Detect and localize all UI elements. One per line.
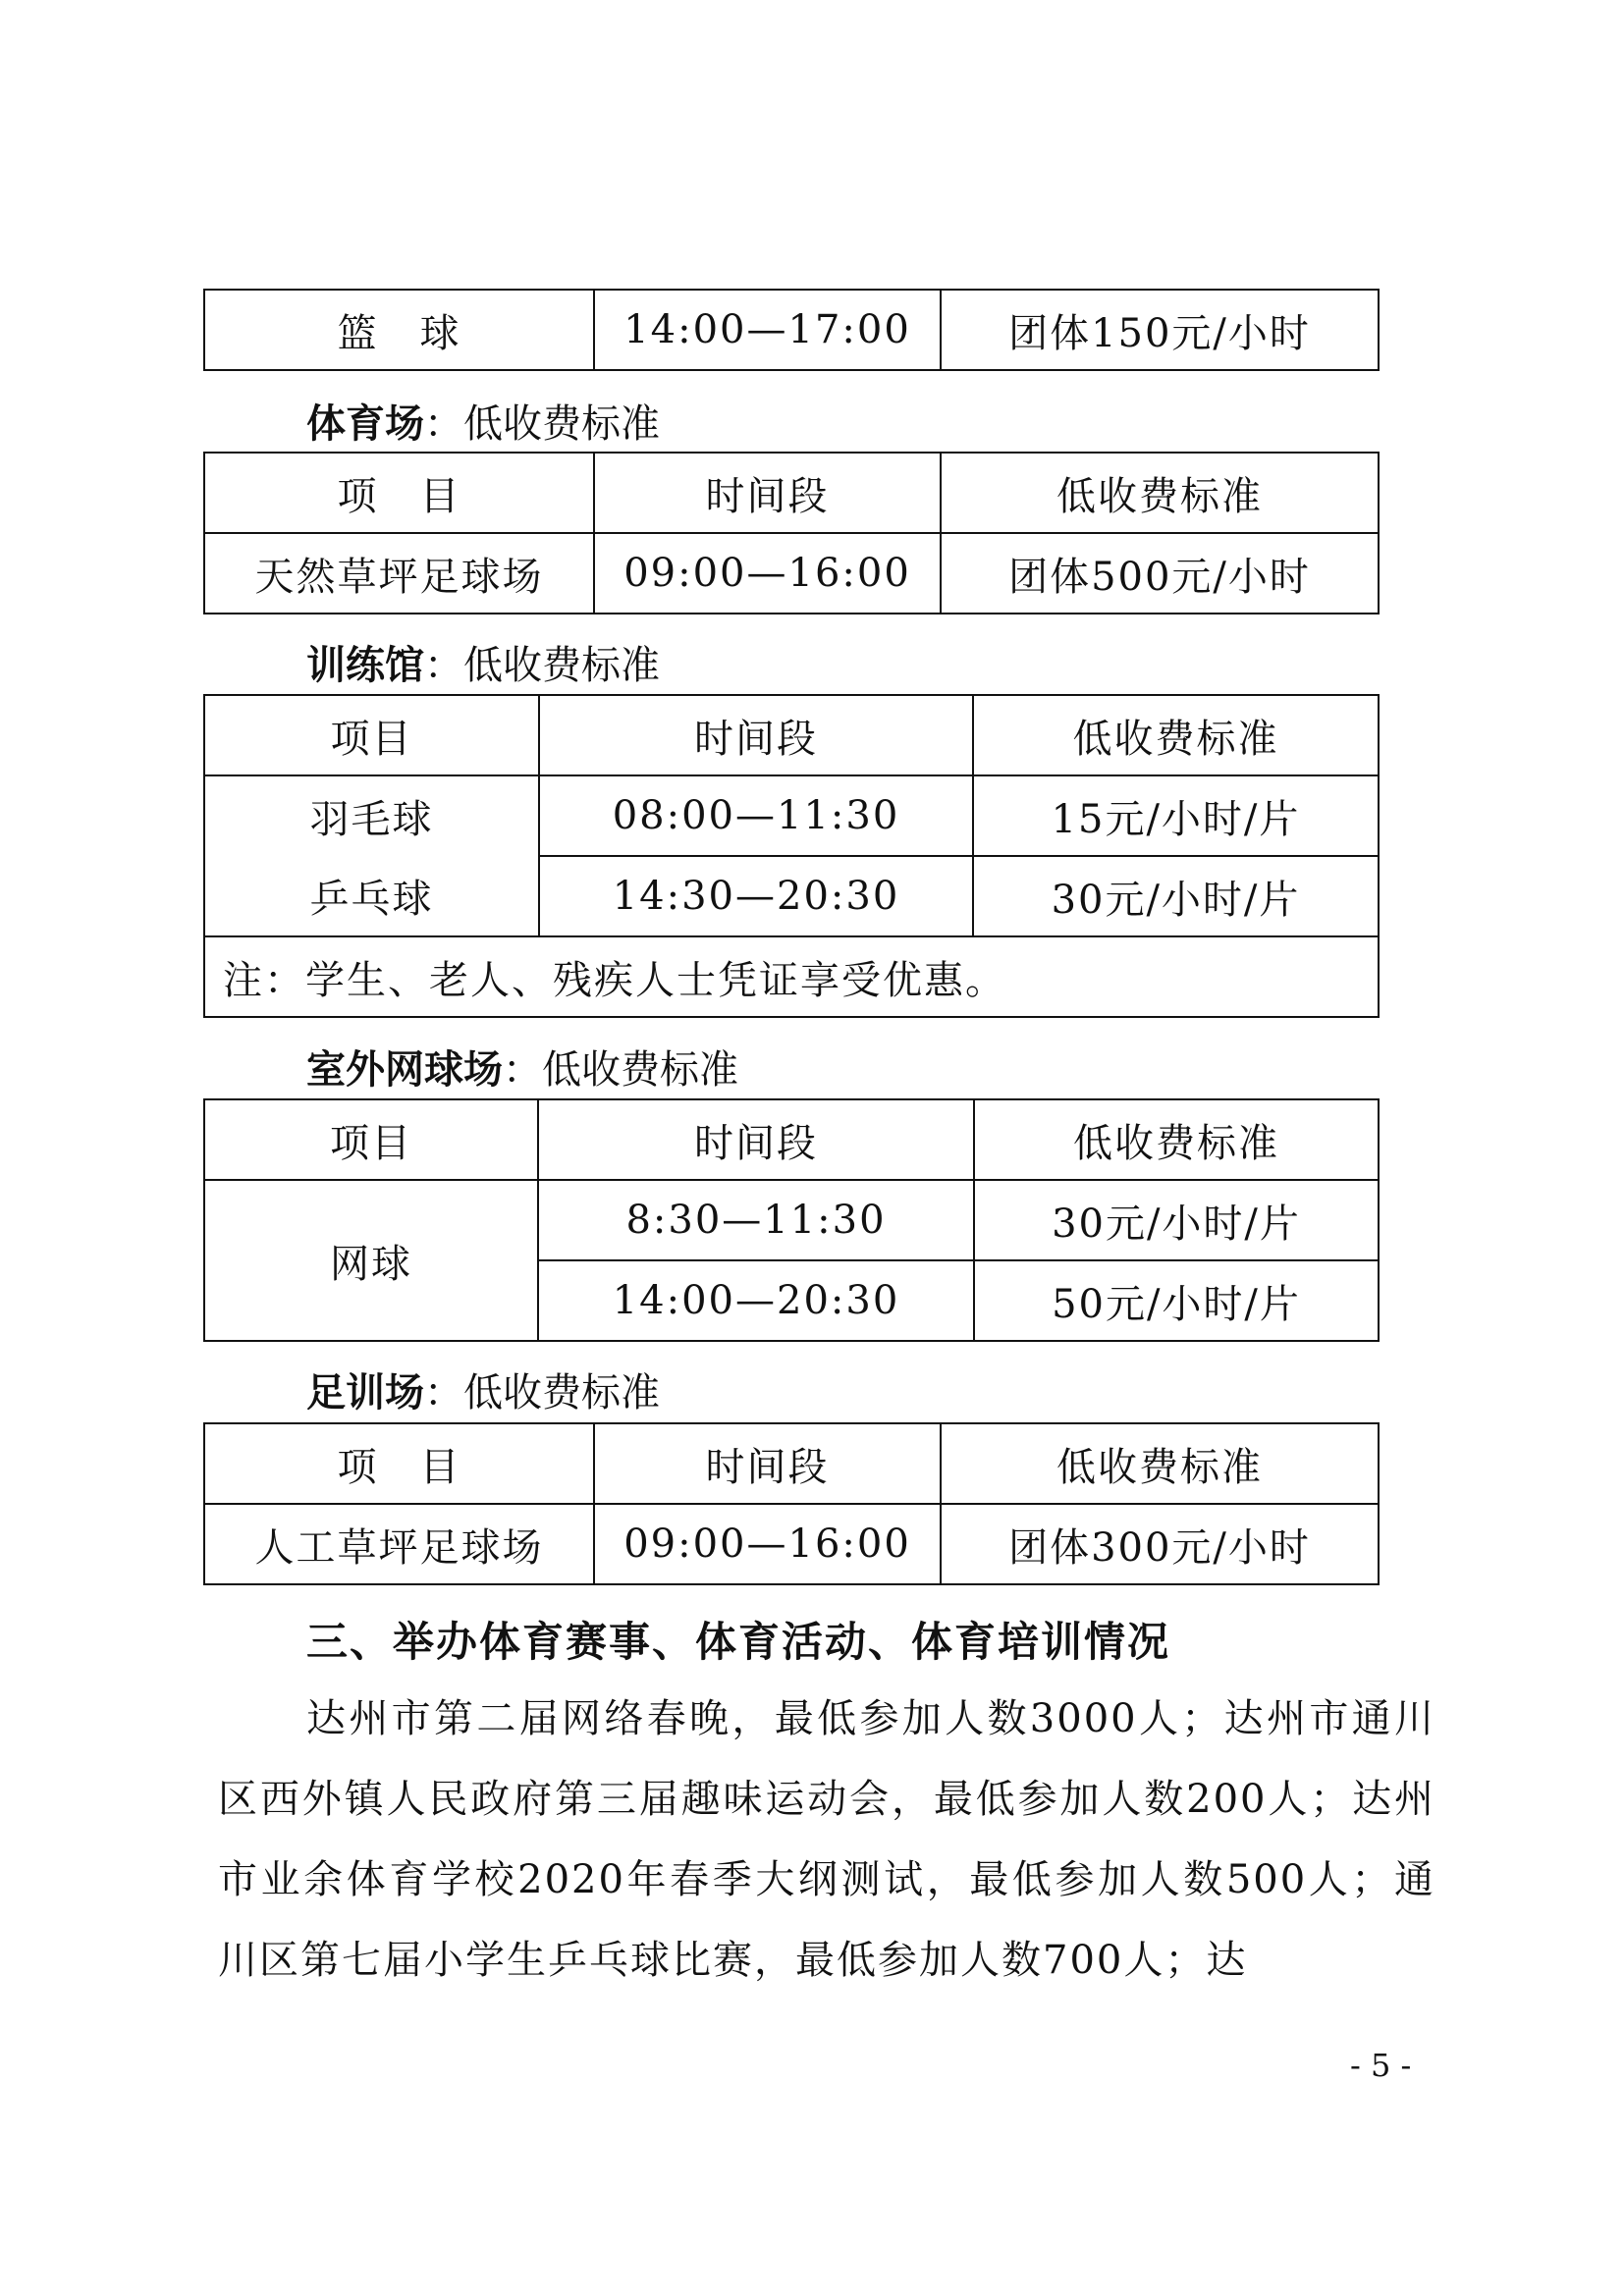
time-cell: 08:00—11:30 <box>539 775 973 856</box>
header-item: 项目 <box>204 1099 538 1180</box>
item-cell: 网球 <box>204 1180 538 1341</box>
header-item: 项目 <box>204 695 539 775</box>
football-training-table <box>203 1422 1380 1585</box>
item-cell: 羽毛球 <box>204 775 539 856</box>
header-time: 时间段 <box>539 695 973 775</box>
header-fee: 低收费标准 <box>973 695 1379 775</box>
note-cell: 注：学生、老人、残疾人士凭证享受优惠。 <box>204 936 1379 1017</box>
header-fee: 低收费标准 <box>941 1423 1379 1504</box>
fee-cell: 团体300元/小时 <box>941 1504 1379 1584</box>
time-cell: 8:30—11:30 <box>538 1180 974 1260</box>
item-cell: 乒乓球 <box>204 856 539 936</box>
header-time: 时间段 <box>594 453 941 533</box>
page-number: - 5 - <box>1350 2047 1412 2084</box>
header-fee: 低收费标准 <box>974 1099 1379 1180</box>
table-row <box>204 290 1379 370</box>
time-cell: 14:00—17:00 <box>594 290 941 370</box>
header-fee: 低收费标准 <box>941 453 1379 533</box>
fee-cell: 15元/小时/片 <box>973 775 1379 856</box>
item-cell: 天然草坪足球场 <box>204 533 594 614</box>
time-cell: 09:00—16:00 <box>594 1504 941 1584</box>
football-training-caption <box>306 1362 660 1417</box>
item-cell: 篮 球 <box>204 290 594 370</box>
stadium-label: ：低收费标准 <box>424 401 660 447</box>
time-cell: 09:00—16:00 <box>594 533 941 614</box>
section-paragraph: 达州市第二届网络春晚，最低参加人数3000人；达州市通川区西外镇人民政府第三届趣味运动会，最低参加人数200人；达州市业余体育学校2020年春季大纲测试，最低参加人数500人；通川区第七届小学生乒乓球比赛，最低参加人数700人；达 <box>218 1696 1435 1983</box>
tennis-label: ：低收费标准 <box>503 1047 738 1093</box>
football-training-label: ：低收费标准 <box>424 1370 660 1415</box>
table-row <box>204 775 1379 856</box>
table-note-row <box>204 936 1379 1017</box>
basketball-table <box>203 289 1380 371</box>
header-item: 项 目 <box>204 1423 594 1504</box>
football-training-venue: 足训场 <box>306 1370 424 1415</box>
header-time: 时间段 <box>538 1099 974 1180</box>
table-header-row <box>204 453 1379 533</box>
header-time: 时间段 <box>594 1423 941 1504</box>
fee-cell: 30元/小时/片 <box>973 856 1379 936</box>
section-heading: 三、举办体育赛事、体育活动、体育培训情况 <box>306 1618 1171 1666</box>
fee-cell: 30元/小时/片 <box>974 1180 1379 1260</box>
stadium-table <box>203 452 1380 614</box>
table-row <box>204 856 1379 936</box>
table-row <box>204 1504 1379 1584</box>
fee-cell: 50元/小时/片 <box>974 1260 1379 1341</box>
time-cell: 14:30—20:30 <box>539 856 973 936</box>
table-row <box>204 1180 1379 1260</box>
training-hall-table <box>203 694 1380 1018</box>
table-header-row <box>204 1099 1379 1180</box>
training-hall-venue: 训练馆 <box>306 643 424 688</box>
table-row <box>204 533 1379 614</box>
fee-cell: 团体500元/小时 <box>941 533 1379 614</box>
fee-cell: 团体150元/小时 <box>941 290 1379 370</box>
header-item: 项 目 <box>204 453 594 533</box>
tennis-caption <box>306 1039 738 1095</box>
time-cell: 14:00—20:30 <box>538 1260 974 1341</box>
training-hall-label: ：低收费标准 <box>424 643 660 688</box>
table-header-row <box>204 1423 1379 1504</box>
tennis-venue: 室外网球场 <box>306 1047 503 1093</box>
table-header-row <box>204 695 1379 775</box>
training-hall-caption <box>306 634 660 690</box>
stadium-venue: 体育场 <box>306 401 424 447</box>
tennis-table <box>203 1098 1380 1342</box>
stadium-caption <box>306 393 660 449</box>
item-cell: 人工草坪足球场 <box>204 1504 594 1584</box>
